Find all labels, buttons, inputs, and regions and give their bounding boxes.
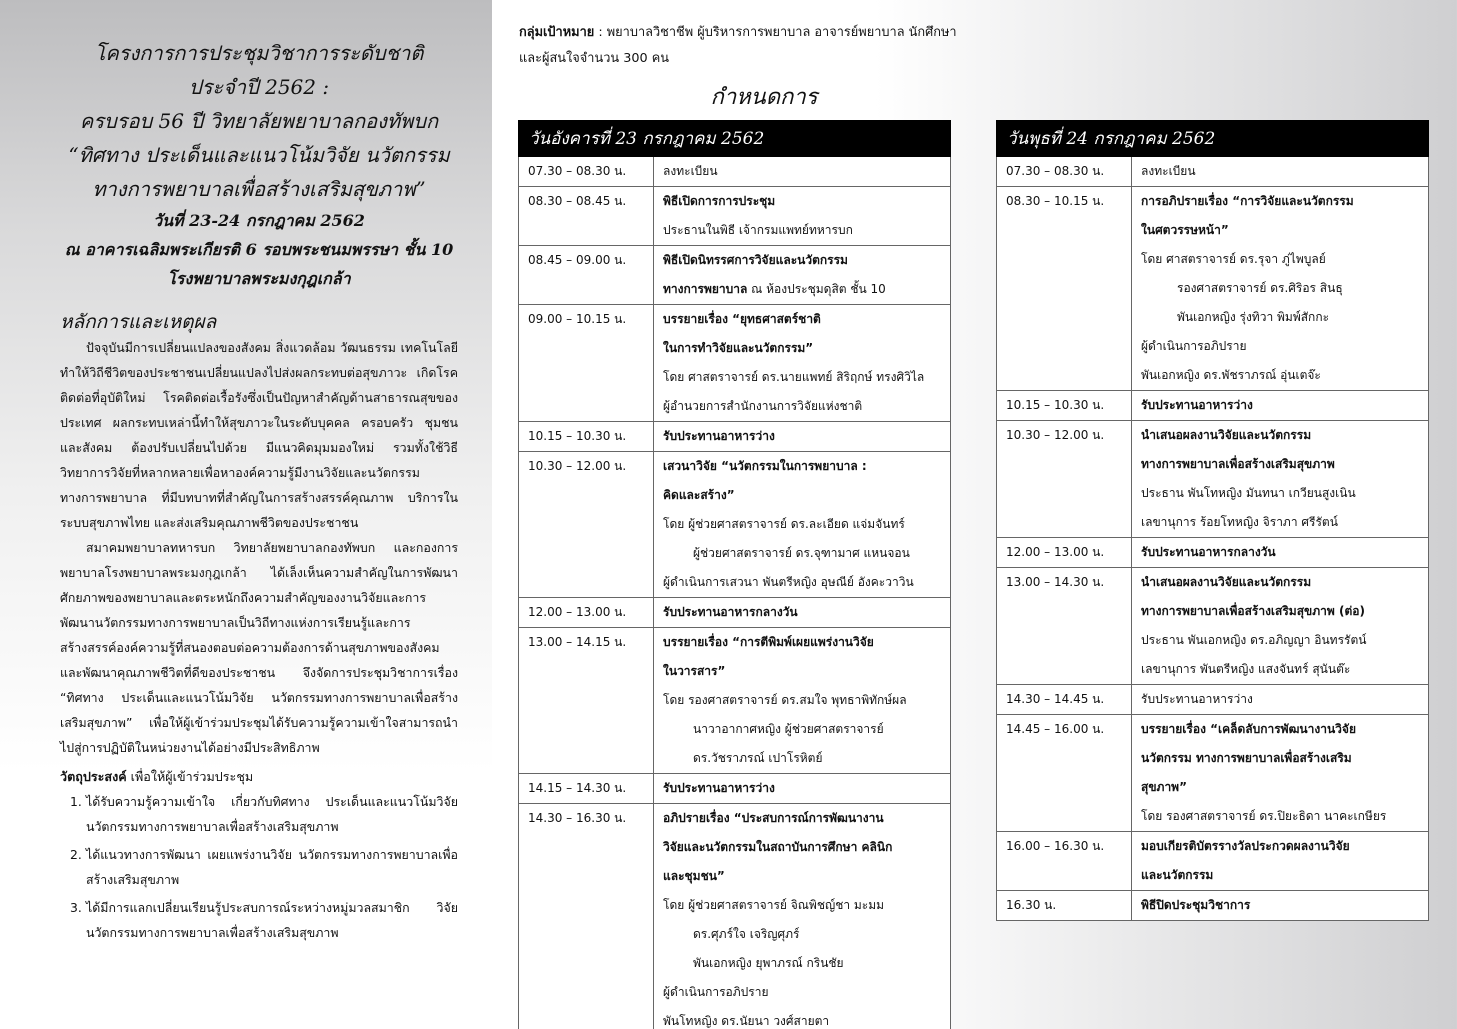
day2-schedule-table xyxy=(996,120,1429,921)
objective-text: ได้มีการแลกเปลี่ยนเรียนรู้ประสบการณ์ระหว่างหมู่มวลสมาชิก วิจัย นวัตกรรมทางการพยาบาลเพื่อสร้างเสริมสุขภาพ xyxy=(86,900,458,940)
detail-line xyxy=(663,568,944,597)
schedule-row xyxy=(519,187,951,246)
objective-text: ได้รับความรู้ความเข้าใจ เกี่ยวกับทิศทาง ประเด็นและแนวโน้มวิจัย นวัตกรรมทางการพยาบาลเพื่อสร้างเสริมสุขภาพ xyxy=(86,794,458,834)
detail-heading: พิธีเปิดการการประชุม xyxy=(663,194,776,208)
schedule-detail xyxy=(1132,157,1429,187)
target-label: กลุ่มเป้าหมาย xyxy=(519,25,595,40)
detail-line xyxy=(663,422,944,451)
detail-line xyxy=(1141,597,1422,626)
schedule-time: 16.00 – 16.30 น. xyxy=(997,832,1132,891)
detail-text: เลขานุการ พันตรีหญิง แสงจันทร์ สุนันต๊ะ xyxy=(1141,662,1351,676)
conference-venue: ณ อาคารเฉลิมพระเกียรติ 6 รอบพระชนมพรรษา ชั้น 10 xyxy=(64,240,454,259)
schedule-time: 08.45 – 09.00 น. xyxy=(519,246,654,305)
detail-text: โดย ผู้ช่วยศาสตราจารย์ จิณพิชญ์ชา มะมม xyxy=(663,898,885,912)
detail-text: พันเอกหญิง ดร.พัชราภรณ์ อุ่นเตจ๊ะ xyxy=(1141,368,1321,382)
detail-line xyxy=(1141,626,1422,655)
detail-line xyxy=(663,744,944,773)
detail-heading: รับประทานอาหารกลางวัน xyxy=(663,605,798,619)
schedule-time: 10.30 – 12.00 น. xyxy=(997,421,1132,538)
detail-text: ณ ห้องประชุมดุสิต ชั้น 10 xyxy=(747,282,886,296)
schedule-row xyxy=(997,715,1429,832)
detail-line xyxy=(1141,861,1422,890)
detail-text: ผู้ช่วยศาสตราจารย์ ดร.จุฑามาศ แหนจอน xyxy=(693,546,910,560)
schedule-time: 10.15 – 10.30 น. xyxy=(997,391,1132,421)
detail-heading: นำเสนอผลงานวิจัยและนวัตกรรม xyxy=(1141,428,1312,442)
detail-text: ดร.วัชราภรณ์ เปาโรหิตย์ xyxy=(693,751,823,765)
detail-heading: รับประทานอาหารว่าง xyxy=(663,429,775,443)
detail-heading: พิธีเปิดนิทรรศการวิจัยและนวัตกรรม xyxy=(663,253,848,267)
objective-number: 1. xyxy=(70,794,82,809)
detail-line xyxy=(663,334,944,363)
detail-heading: รับประทานอาหารว่าง xyxy=(1141,398,1253,412)
schedule-detail xyxy=(654,157,951,187)
detail-line xyxy=(663,1007,944,1029)
schedule-time: 07.30 – 08.30 น. xyxy=(519,157,654,187)
detail-heading: ทางการพยาบาล xyxy=(663,282,748,296)
schedule-detail xyxy=(1132,832,1429,891)
detail-line xyxy=(1141,568,1422,597)
detail-text: ประธาน พันเอกหญิง ดร.อภิญญา อินทรรัตน์ xyxy=(1141,633,1367,647)
detail-line xyxy=(663,598,944,627)
detail-heading: นำเสนอผลงานวิจัยและนวัตกรรม xyxy=(1141,575,1312,589)
detail-text: ผู้อำนวยการสำนักงานการวิจัยแห่งชาติ xyxy=(663,399,863,413)
schedule-time: 14.30 – 14.45 น. xyxy=(997,685,1132,715)
schedule-row xyxy=(997,538,1429,568)
schedule-detail xyxy=(1132,421,1429,538)
detail-text: ลงทะเบียน xyxy=(663,164,718,178)
detail-line xyxy=(663,510,944,539)
detail-line xyxy=(1141,157,1422,186)
day1-schedule-table xyxy=(518,120,951,1029)
title-line: ทางการพยาบาลเพื่อสร้างเสริมสุขภาพ” xyxy=(92,177,426,201)
detail-text: รับประทานอาหารว่าง xyxy=(1141,692,1253,706)
detail-text: โดย ผู้ช่วยศาสตราจารย์ ดร.ละเอียด แจ่มจันทร์ xyxy=(663,517,905,531)
schedule-time: 08.30 – 10.15 น. xyxy=(997,187,1132,391)
detail-heading: บรรยายเรื่อง “เคล็ดลับการพัฒนางานวิจัย xyxy=(1141,722,1356,736)
schedule-time: 14.45 – 16.00 น. xyxy=(997,715,1132,832)
detail-line xyxy=(1141,891,1422,920)
detail-heading: คิดและสร้าง” xyxy=(663,488,735,502)
schedule-detail xyxy=(654,187,951,246)
detail-line xyxy=(663,452,944,481)
objective-item xyxy=(70,842,458,892)
detail-heading: บรรยายเรื่อง “การตีพิมพ์เผยแพร่งานวิจัย xyxy=(663,635,874,649)
schedule-row xyxy=(519,804,951,1029)
title-line: ครบรอบ 56 ปี วิทยาลัยพยาบาลกองทัพบก xyxy=(79,109,439,133)
detail-text: พันเอกหญิง ยุพาภรณ์ กรินชัย xyxy=(693,956,844,970)
title-line: โครงการการประชุมวิชาการระดับชาติ xyxy=(94,41,424,65)
day1-header: วันอังคารที่ 23 กรกฎาคม 2562 xyxy=(519,121,951,157)
detail-text: โดย ศาสตราจารย์ ดร.รุจา ภู่ไพบูลย์ xyxy=(1141,252,1326,266)
target-text: พยาบาลวิชาชีพ ผู้บริหารการพยาบาล อาจารย์พยาบาล นักศึกษา และผู้สนใจจำนวน 300 คน xyxy=(519,25,957,66)
detail-line xyxy=(663,686,944,715)
detail-line xyxy=(663,833,944,862)
detail-heading: รับประทานอาหารกลางวัน xyxy=(1141,545,1276,559)
schedule-row xyxy=(519,628,951,774)
schedule-time: 07.30 – 08.30 น. xyxy=(997,157,1132,187)
schedule-detail xyxy=(654,305,951,422)
schedule-detail xyxy=(654,246,951,305)
objectives-heading xyxy=(60,764,458,789)
schedule-row xyxy=(519,157,951,187)
detail-heading: และนวัตกรรม xyxy=(1141,868,1214,882)
detail-text: ผู้ดำเนินการอภิปราย xyxy=(1141,339,1247,353)
detail-text: ผู้ดำเนินการอภิปราย xyxy=(663,985,769,999)
schedule-time: 10.15 – 10.30 น. xyxy=(519,422,654,452)
detail-line xyxy=(1141,538,1422,567)
detail-line xyxy=(663,392,944,421)
detail-line xyxy=(1141,361,1422,390)
objective-number: 2. xyxy=(70,847,82,862)
detail-line xyxy=(1141,450,1422,479)
target-separator: : xyxy=(594,25,607,40)
detail-line xyxy=(663,804,944,833)
detail-line xyxy=(1141,187,1422,216)
conference-title xyxy=(60,36,458,293)
detail-heading: วิจัยและนวัตกรรมในสถาบันการศึกษา คลินิก xyxy=(663,840,893,854)
detail-text: เลขานุการ ร้อยโทหญิง จิราภา ศรีรัตน์ xyxy=(1141,515,1338,529)
detail-text: ผู้ดำเนินการเสวนา พันตรีหญิง อุษณีย์ อังคะวาวิน xyxy=(663,575,914,589)
schedule-detail xyxy=(1132,187,1429,391)
schedule-detail xyxy=(1132,568,1429,685)
schedule-detail xyxy=(1132,715,1429,832)
detail-line xyxy=(1141,744,1422,773)
detail-line xyxy=(663,187,944,216)
detail-line xyxy=(1141,508,1422,537)
schedule-title: กำหนดการ xyxy=(710,85,818,110)
detail-line xyxy=(663,481,944,510)
schedule-row xyxy=(997,568,1429,685)
detail-heading: ในการทำวิจัยและนวัตกรรม” xyxy=(663,341,814,355)
detail-line xyxy=(663,246,944,275)
schedule-time: 12.00 – 13.00 น. xyxy=(997,538,1132,568)
schedule-row xyxy=(519,422,951,452)
schedule-time: 14.15 – 14.30 น. xyxy=(519,774,654,804)
schedule-detail xyxy=(654,422,951,452)
detail-line xyxy=(663,949,944,978)
detail-heading: พิธีปิดประชุมวิชาการ xyxy=(1141,898,1251,912)
detail-heading: และชุมชน” xyxy=(663,869,725,883)
detail-heading: ในศตวรรษหน้า” xyxy=(1141,223,1229,237)
objective-item xyxy=(70,895,458,945)
objectives-list xyxy=(60,789,458,945)
detail-line xyxy=(1141,391,1422,420)
schedule-detail xyxy=(1132,685,1429,715)
detail-line xyxy=(663,891,944,920)
schedule-time: 14.30 – 16.30 น. xyxy=(519,804,654,1029)
detail-line xyxy=(1141,655,1422,684)
detail-line xyxy=(663,774,944,803)
schedule-time: 13.00 – 14.15 น. xyxy=(519,628,654,774)
detail-line xyxy=(1141,479,1422,508)
detail-heading: บรรยายเรื่อง “ยุทธศาสตร์ชาติ xyxy=(663,312,821,326)
detail-heading: รับประทานอาหารว่าง xyxy=(663,781,775,795)
objective-item xyxy=(70,789,458,839)
detail-line xyxy=(663,978,944,1007)
detail-line xyxy=(663,539,944,568)
detail-line xyxy=(663,305,944,334)
detail-line xyxy=(663,363,944,392)
detail-line xyxy=(1141,715,1422,744)
detail-text: รองศาสตราจารย์ ดร.ศิริอร สินธุ xyxy=(1177,281,1343,295)
detail-line xyxy=(1141,216,1422,245)
schedule-row xyxy=(997,832,1429,891)
schedule-detail xyxy=(1132,538,1429,568)
detail-line xyxy=(1141,245,1422,274)
schedule-detail xyxy=(1132,891,1429,921)
schedule-row xyxy=(997,187,1429,391)
detail-heading: สุขภาพ” xyxy=(1141,780,1187,794)
detail-heading: ในวารสาร” xyxy=(663,664,726,678)
schedule-detail xyxy=(654,804,951,1029)
detail-heading: เสวนาวิจัย “นวัตกรรมในการพยาบาล : xyxy=(663,459,867,473)
schedule-row xyxy=(519,774,951,804)
principles-paragraph-2: สมาคมพยาบาลทหารบก วิทยาลัยพยาบาลกองทัพบก และกองการพยาบาลโรงพยาบาลพระมงกุฎเกล้า ได้เล็งเห็นความสำคัญในการพัฒนาศักยภาพของพยาบาลและตระหนักถึงความสำคัญของงานวิจัยและการพัฒนานวัตกรรมทางการพยาบาลเป็นวิถีทางแห่งการเรียนรู้และการสร้างสรรค์องค์ความรู้ที่สนองตอบต่อความต้องการด้านสุขภาพของสังคมและพัฒนาคุณภาพชีวิตที่ดีของประชาชน จึงจัดการประชุมวิชาการเรื่อง “ทิศทาง ประเด็นและแนวโน้มวิจัย นวัตกรรมทางการพยาบาลเพื่อสร้างเสริมสุขภาพ” เพื่อให้ผู้เข้าร่วมประชุมได้รับความรู้ความเข้าใจสามารถนำไปสู่การปฏิบัติในหน่วยงานได้อย่างมีประสิทธิภาพ xyxy=(60,540,458,755)
detail-heading: อภิปรายเรื่อง “ประสบการณ์การพัฒนางาน xyxy=(663,811,884,825)
detail-line xyxy=(663,715,944,744)
schedule-time: 13.00 – 14.30 น. xyxy=(997,568,1132,685)
detail-heading: การอภิปรายเรื่อง “การวิจัยและนวัตกรรม xyxy=(1141,194,1354,208)
detail-line xyxy=(663,275,944,304)
conference-hospital: โรงพยาบาลพระมงกุฎเกล้า xyxy=(167,269,351,288)
detail-text: ดร.ศุภร์ใจ เจริญศุภร์ xyxy=(693,927,800,941)
detail-line xyxy=(1141,274,1422,303)
detail-line xyxy=(1141,773,1422,802)
objectives-intro: เพื่อให้ผู้เข้าร่วมประชุม xyxy=(126,769,254,784)
detail-line xyxy=(1141,332,1422,361)
schedule-time: 16.30 น. xyxy=(997,891,1132,921)
schedule-row xyxy=(997,421,1429,538)
target-group xyxy=(519,20,959,72)
detail-line xyxy=(1141,303,1422,332)
detail-line xyxy=(1141,832,1422,861)
schedule-row xyxy=(519,598,951,628)
conference-date: วันที่ 23-24 กรกฎาคม 2562 xyxy=(153,211,365,230)
schedule-row xyxy=(997,157,1429,187)
objectives-label: วัตถุประสงค์ xyxy=(60,769,127,784)
principles-heading: หลักการและเหตุผล xyxy=(60,311,217,333)
schedule-time: 09.00 – 10.15 น. xyxy=(519,305,654,422)
detail-text: โดย รองศาสตราจารย์ ดร.สมใจ พุทธาพิทักษ์ผล xyxy=(663,693,907,707)
schedule-row xyxy=(519,305,951,422)
day2-header: วันพุธที่ 24 กรกฎาคม 2562 xyxy=(997,121,1429,157)
detail-heading: ทางการพยาบาลเพื่อสร้างเสริมสุขภาพ xyxy=(1141,457,1335,471)
schedule-detail xyxy=(654,774,951,804)
schedule-row xyxy=(519,452,951,598)
detail-text: ประธานในพิธี เจ้ากรมแพทย์ทหารบก xyxy=(663,223,853,237)
schedule-time: 08.30 – 08.45 น. xyxy=(519,187,654,246)
detail-line xyxy=(663,862,944,891)
schedule-row xyxy=(519,246,951,305)
detail-heading: นวัตกรรม ทางการพยาบาลเพื่อสร้างเสริม xyxy=(1141,751,1352,765)
schedule-row xyxy=(997,685,1429,715)
schedule-detail xyxy=(654,598,951,628)
detail-text: พันโทหญิง ดร.นัยนา วงศ์สายตา xyxy=(663,1014,830,1028)
detail-line xyxy=(1141,802,1422,831)
detail-text: ประธาน พันโทหญิง มันทนา เกวียนสูงเนิน xyxy=(1141,486,1356,500)
principles-paragraph-1: ปัจจุบันมีการเปลี่ยนแปลงของสังคม สิ่งแวดล้อม วัฒนธรรม เทคโนโลยี ทำให้วิถีชีวิตของประชาชนเปลี่ยนแปลงไปส่งผลกระทบต่อสุขภาวะ เกิดโรคติดต่อที่อุบัติใหม่ โรคติดต่อเรื้อรังซึ่งเป็นปัญหาสำคัญด้านสาธารณสุขของประเทศ ผลกระทบเหล่านี้ทำให้สุขภาวะในระดับบุคคล ครอบครัว ชุมชน และสังคม ต้องปรับเปลี่ยนไปด้วย มีแนวคิดมุมมองใหม่ รวมทั้งใช้วิธีวิทยาการวิจัยที่หลากหลายเพื่อหาองค์ความรู้มีงานวิจัยและนวัตกรรมทางการพยาบาล ที่มีบทบาทที่สำคัญในการสร้างสรรค์คุณภาพ บริการในระบบสุขภาพไทย และส่งเสริมคุณภาพชีวิตของประชาชน xyxy=(60,340,458,530)
detail-text: โดย ศาสตราจารย์ ดร.นายแพทย์ สิริฤกษ์ ทรงศิวิไล xyxy=(663,370,925,384)
detail-text: โดย รองศาสตราจารย์ ดร.ปิยะธิดา นาคะเกษียร xyxy=(1141,809,1387,823)
detail-text: ลงทะเบียน xyxy=(1141,164,1196,178)
objective-text: ได้แนวทางการพัฒนา เผยแพร่งานวิจัย นวัตกรรมทางการพยาบาลเพื่อสร้างเสริมสุขภาพ xyxy=(86,847,458,887)
schedule-detail xyxy=(1132,391,1429,421)
left-panel xyxy=(0,0,492,1029)
schedule-row xyxy=(997,391,1429,421)
schedule-detail xyxy=(654,452,951,598)
detail-text: พันเอกหญิง รุ่งทิวา พิมพ์สักกะ xyxy=(1177,310,1330,324)
schedule-time: 12.00 – 13.00 น. xyxy=(519,598,654,628)
detail-line xyxy=(663,920,944,949)
schedule-row xyxy=(997,891,1429,921)
detail-heading: มอบเกียรติบัตรรางวัลประกวดผลงานวิจัย xyxy=(1141,839,1350,853)
detail-line xyxy=(663,628,944,657)
detail-line xyxy=(1141,685,1422,714)
detail-heading: ทางการพยาบาลเพื่อสร้างเสริมสุขภาพ (ต่อ) xyxy=(1141,604,1365,618)
detail-line xyxy=(663,157,944,186)
schedule-detail xyxy=(654,628,951,774)
title-line: ประจำปี 2562 : xyxy=(188,75,330,99)
detail-text: นาวาอากาศหญิง ผู้ช่วยศาสตราจารย์ xyxy=(693,722,884,736)
detail-line xyxy=(1141,421,1422,450)
detail-line xyxy=(663,216,944,245)
schedule-time: 10.30 – 12.00 น. xyxy=(519,452,654,598)
title-line: “ทิศทาง ประเด็นและแนวโน้มวิจัย นวัตกรรม xyxy=(68,143,450,167)
detail-line xyxy=(663,657,944,686)
objective-number: 3. xyxy=(70,900,82,915)
